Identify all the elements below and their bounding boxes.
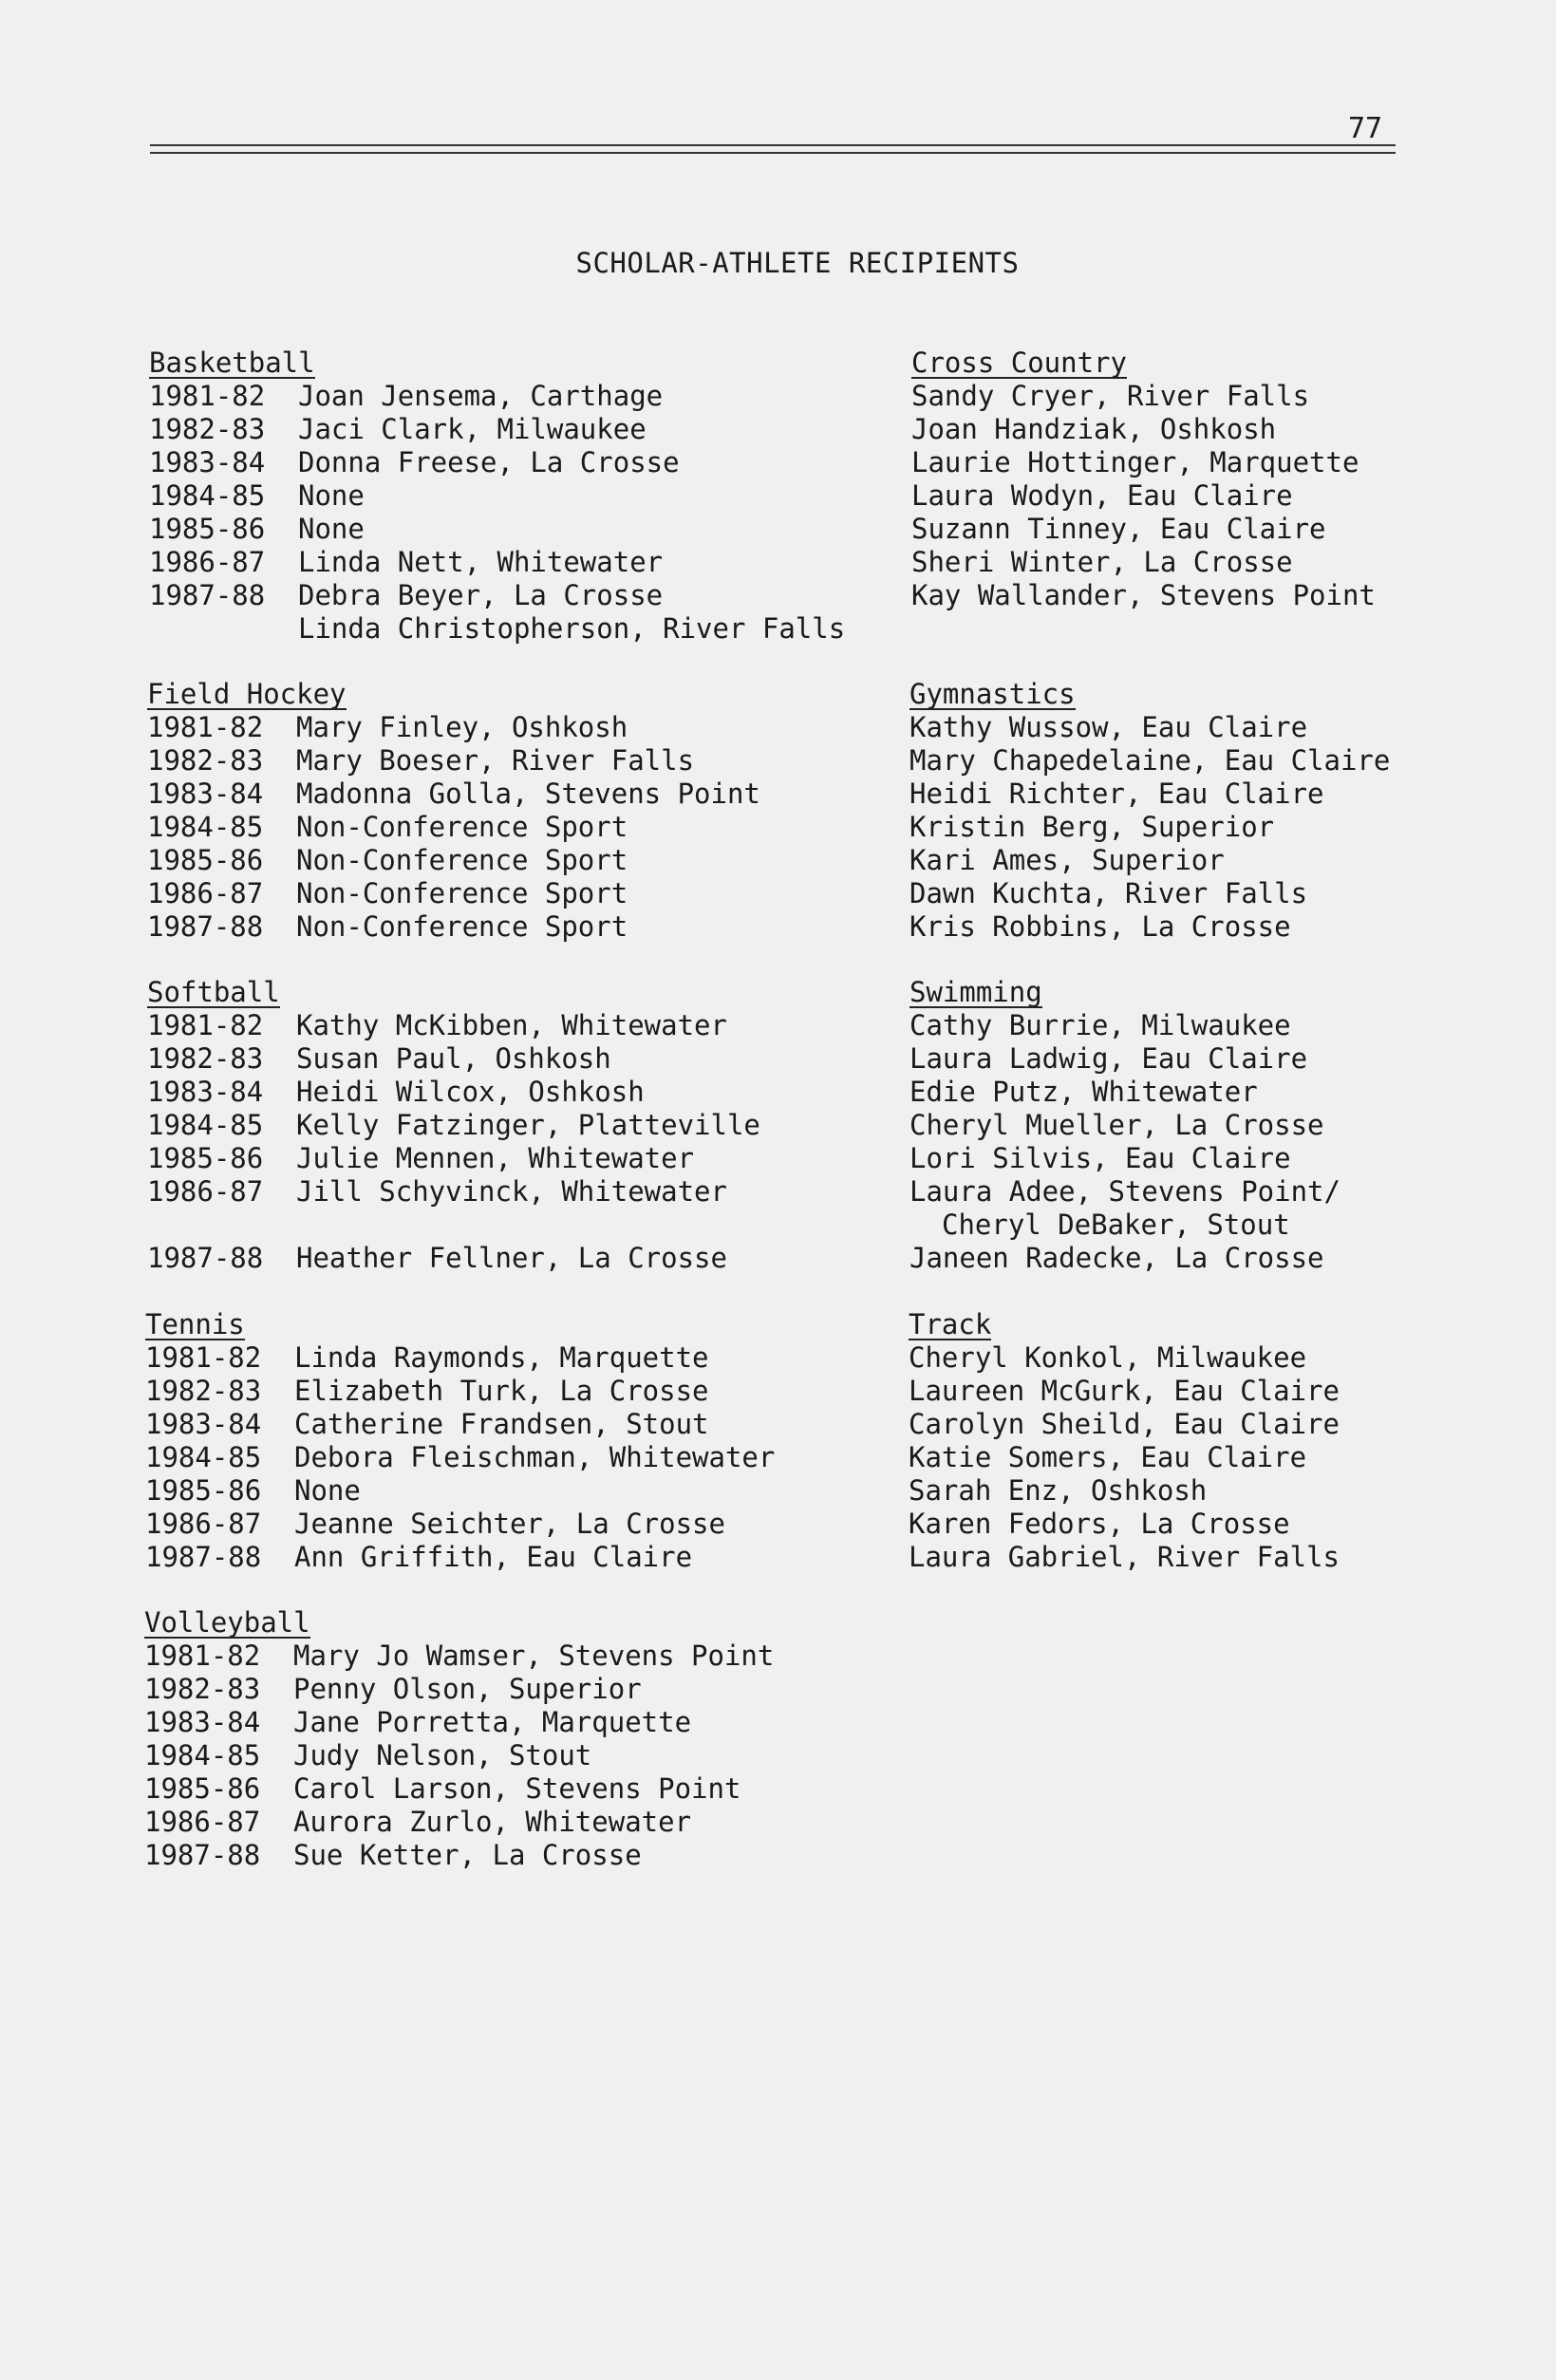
list-item: Carolyn Sheild, Eau Claire — [909, 1408, 1340, 1440]
section-track — [909, 1308, 1340, 1574]
recipient: Jaci Clark, Milwaukee — [298, 413, 647, 445]
table-row — [149, 579, 845, 612]
recipient: Debra Beyer, La Crosse — [298, 579, 664, 611]
section-basketball — [149, 347, 845, 646]
year: 1983-84 — [149, 446, 266, 478]
recipient: Mary Jo Wamser, Stevens Point — [293, 1640, 775, 1672]
year: 1985-86 — [147, 844, 264, 876]
year: 1981-82 — [147, 1009, 264, 1041]
table-row — [147, 1009, 760, 1042]
recipient: Mary Boeser, River Falls — [296, 744, 695, 777]
year: 1983-84 — [145, 1408, 262, 1440]
year: 1987-88 — [145, 1541, 262, 1573]
list-item: Cathy Burrie, Milwaukee — [909, 1009, 1291, 1041]
year: 1983-84 — [147, 778, 264, 810]
page-title: SCHOLAR-ATHLETE RECIPIENTS — [575, 247, 1020, 279]
table-row — [145, 1474, 775, 1508]
list-item: Janeen Radecke, La Crosse — [909, 1242, 1324, 1274]
year: 1986-87 — [145, 1508, 262, 1540]
table-row — [145, 1508, 775, 1541]
section-heading: Gymnastics — [909, 678, 1076, 710]
list-item: Kay Wallander, Stevens Point — [911, 579, 1376, 611]
list-item: Lori Silvis, Eau Claire — [909, 1142, 1291, 1174]
recipient: None — [298, 479, 365, 512]
year: 1986-87 — [147, 877, 264, 909]
list-item: Kari Ames, Superior — [909, 844, 1225, 876]
year: 1987-88 — [147, 910, 264, 943]
table-row — [149, 380, 845, 413]
table-row — [147, 711, 760, 744]
recipient: Linda Nett, Whitewater — [298, 546, 664, 578]
table-row — [149, 513, 845, 546]
table-row — [144, 1673, 774, 1706]
year: 1982-83 — [145, 1375, 262, 1407]
table-row — [145, 1341, 775, 1375]
table-row — [144, 1806, 774, 1839]
year: 1985-86 — [147, 1142, 264, 1174]
year: 1986-87 — [144, 1806, 261, 1838]
section-heading: Softball — [147, 976, 280, 1008]
recipient: Judy Nelson, Stout — [293, 1739, 592, 1771]
recipient: Aurora Zurlo, Whitewater — [293, 1806, 692, 1838]
year: 1981-82 — [144, 1640, 261, 1672]
recipient: Jill Schyvinck, Whitewater — [296, 1175, 727, 1208]
table-row — [147, 1109, 760, 1142]
year: 1987-88 — [147, 1242, 264, 1274]
year: 1981-82 — [147, 711, 264, 743]
recipient: Mary Finley, Oshkosh — [296, 711, 628, 743]
table-row — [147, 910, 760, 944]
list-item: Laura Wodyn, Eau Claire — [911, 479, 1293, 512]
year: 1985-86 — [145, 1474, 262, 1507]
year: 1985-86 — [144, 1772, 261, 1805]
list-item: Sandy Cryer, River Falls — [911, 380, 1310, 412]
section-cross-country — [911, 347, 1376, 612]
table-row — [145, 1541, 775, 1574]
year: 1981-82 — [149, 380, 266, 412]
list-item: Joan Handziak, Oshkosh — [911, 413, 1277, 445]
list-item: Dawn Kuchta, River Falls — [909, 877, 1308, 909]
table-row — [144, 1839, 774, 1872]
section-tennis — [145, 1308, 775, 1574]
table-row — [147, 1142, 760, 1175]
recipient: Heather Fellner, La Crosse — [296, 1242, 727, 1274]
year: 1986-87 — [149, 546, 266, 578]
header-rule — [150, 144, 1396, 154]
table-row — [144, 1640, 774, 1673]
recipient: Sue Ketter, La Crosse — [293, 1839, 642, 1871]
recipient: Kelly Fatzinger, Platteville — [296, 1109, 760, 1141]
table-row — [144, 1772, 774, 1806]
recipient: Donna Freese, La Crosse — [298, 446, 680, 478]
list-item: Laura Adee, Stevens Point/ — [909, 1175, 1340, 1208]
recipient: Madonna Golla, Stevens Point — [296, 778, 760, 810]
recipient: None — [298, 513, 365, 545]
table-row — [145, 1408, 775, 1441]
recipient: Kathy McKibben, Whitewater — [296, 1009, 727, 1041]
year: 1984-85 — [147, 811, 264, 843]
list-item: Laura Gabriel, River Falls — [909, 1541, 1340, 1573]
table-row — [147, 1175, 760, 1209]
recipient: Non-Conference Sport — [296, 877, 628, 909]
recipient: Non-Conference Sport — [296, 811, 628, 843]
recipient: Julie Mennen, Whitewater — [296, 1142, 695, 1174]
list-item: Cheryl DeBaker, Stout — [942, 1209, 1290, 1241]
list-item: Suzann Tinney, Eau Claire — [911, 513, 1326, 545]
year: 1986-87 — [147, 1175, 264, 1208]
year: 1987-88 — [149, 579, 266, 611]
list-item: Cheryl Konkol, Milwaukee — [909, 1341, 1307, 1374]
list-item: Edie Putz, Whitewater — [909, 1076, 1258, 1108]
table-row — [147, 877, 760, 910]
recipient: Penny Olson, Superior — [293, 1673, 642, 1705]
table-row — [147, 778, 760, 811]
section-heading: Volleyball — [144, 1606, 310, 1639]
table-row — [147, 811, 760, 844]
recipient: Debora Fleischman, Whitewater — [294, 1441, 776, 1473]
year: 1983-84 — [147, 1076, 264, 1108]
table-row — [144, 1739, 774, 1772]
recipient: Ann Griffith, Eau Claire — [294, 1541, 693, 1573]
section-heading: Field Hockey — [147, 678, 347, 710]
table-row — [149, 479, 845, 513]
year: 1982-83 — [149, 413, 266, 445]
list-item: Laurie Hottinger, Marquette — [911, 446, 1359, 478]
year: 1981-82 — [145, 1341, 262, 1374]
table-row — [149, 446, 845, 479]
recipient: Catherine Frandsen, Stout — [294, 1408, 709, 1440]
section-heading: Swimming — [909, 976, 1042, 1008]
list-item: Cheryl Mueller, La Crosse — [909, 1109, 1324, 1141]
year: 1982-83 — [144, 1673, 261, 1705]
table-row — [147, 1076, 760, 1109]
year: 1982-83 — [147, 744, 264, 777]
table-row — [149, 612, 845, 646]
year: 1984-85 — [147, 1109, 264, 1141]
year: 1984-85 — [149, 479, 266, 512]
list-item: Sheri Winter, La Crosse — [911, 546, 1293, 578]
year — [149, 612, 298, 646]
recipient: Linda Raymonds, Marquette — [294, 1341, 709, 1374]
recipient: None — [294, 1474, 361, 1507]
table-row — [149, 413, 845, 446]
list-item: Heidi Richter, Eau Claire — [909, 778, 1324, 810]
table-row — [149, 546, 845, 579]
section-swimming — [909, 976, 1340, 1275]
year: 1985-86 — [149, 513, 266, 545]
list-item: Kristin Berg, Superior — [909, 811, 1275, 843]
recipient: Non-Conference Sport — [296, 844, 628, 876]
recipient: Joan Jensema, Carthage — [298, 380, 664, 412]
list-item: Sarah Enz, Oshkosh — [909, 1474, 1208, 1507]
recipient: Heidi Wilcox, Oshkosh — [296, 1076, 645, 1108]
list-item: Katie Somers, Eau Claire — [909, 1441, 1307, 1473]
section-volleyball — [144, 1606, 774, 1872]
list-item: Laureen McGurk, Eau Claire — [909, 1375, 1340, 1407]
recipient: Linda Christopherson, River Falls — [298, 612, 846, 645]
section-heading: Basketball — [149, 347, 315, 379]
section-softball — [147, 976, 760, 1275]
section-heading: Cross Country — [911, 347, 1127, 379]
year: 1984-85 — [144, 1739, 261, 1771]
section-heading: Track — [909, 1308, 992, 1340]
table-row — [144, 1706, 774, 1739]
table-row — [147, 1042, 760, 1076]
list-item: Kris Robbins, La Crosse — [909, 910, 1291, 943]
recipient: Non-Conference Sport — [296, 910, 628, 943]
recipient: Carol Larson, Stevens Point — [293, 1772, 741, 1805]
list-item: Karen Fedors, La Crosse — [909, 1508, 1290, 1540]
section-heading: Tennis — [145, 1308, 245, 1340]
recipient: Susan Paul, Oshkosh — [296, 1042, 611, 1075]
year: 1983-84 — [144, 1706, 261, 1738]
page-number: 77 — [1348, 112, 1383, 145]
recipient: Jane Porretta, Marquette — [293, 1706, 692, 1738]
list-item: Mary Chapedelaine, Eau Claire — [909, 744, 1391, 777]
table-row — [147, 1242, 760, 1275]
year: 1982-83 — [147, 1042, 264, 1075]
recipient: Jeanne Seichter, La Crosse — [294, 1508, 725, 1540]
list-item: Kathy Wussow, Eau Claire — [909, 711, 1308, 743]
section-field-hockey — [147, 678, 760, 944]
list-item: Laura Ladwig, Eau Claire — [909, 1042, 1308, 1075]
year: 1984-85 — [145, 1441, 262, 1473]
recipient: Elizabeth Turk, La Crosse — [294, 1375, 709, 1407]
year: 1987-88 — [144, 1839, 261, 1871]
table-row — [145, 1375, 775, 1408]
table-row — [147, 844, 760, 877]
table-row — [147, 744, 760, 778]
table-row — [145, 1441, 775, 1474]
section-gymnastics — [909, 678, 1390, 944]
